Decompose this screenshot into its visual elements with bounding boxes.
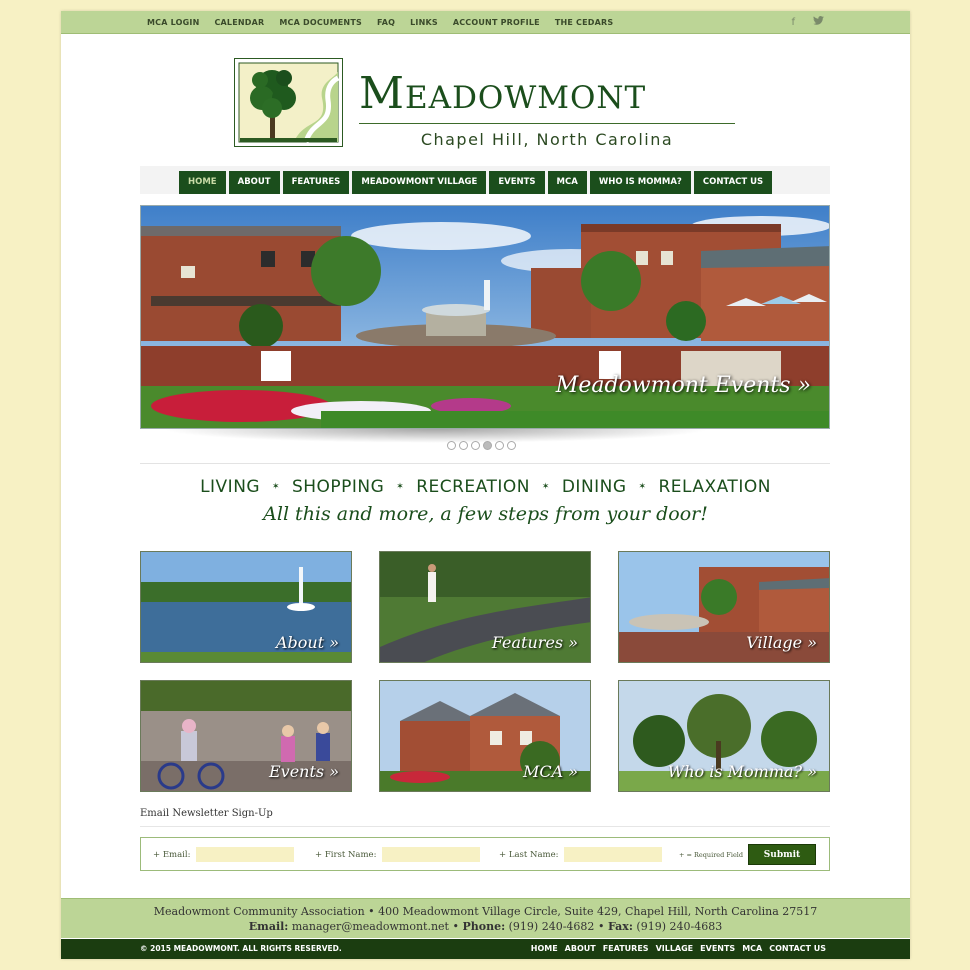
site-subtitle: Chapel Hill, North Carolina (420, 130, 674, 149)
tile-village[interactable] (618, 551, 830, 663)
facebook-icon[interactable]: f (791, 17, 795, 28)
utility-link-faq[interactable]: FAQ (376, 18, 396, 27)
email-input[interactable] (196, 847, 294, 862)
tagline-word: SHOPPING (291, 477, 385, 497)
hero-shadow (161, 429, 711, 443)
newsletter-form (140, 837, 830, 871)
nav-item-meadowmont-village[interactable]: MEADOWMONT VILLAGE (352, 171, 486, 194)
footer-link-about[interactable]: ABOUT (564, 944, 596, 953)
slider-dots (447, 441, 516, 450)
tile-caption: Village » (746, 633, 817, 652)
footer-address: Meadowmont Community Association • 400 Meadowmont Village Circle, Suite 429, Chapel Hill, North Carolina 27517 (153, 905, 818, 918)
last-name-input[interactable] (564, 847, 662, 862)
tagline-word: RELAXATION (658, 477, 771, 497)
footer-nav (524, 944, 826, 953)
nav-item-contact-us[interactable]: CONTACT US (694, 171, 772, 194)
footer-separator: • (452, 920, 463, 933)
tile-mca[interactable] (379, 680, 591, 792)
nav-item-features[interactable]: FEATURES (283, 171, 350, 194)
nav-item-mca[interactable]: MCA (548, 171, 587, 194)
tagline-separator: ✶ (396, 482, 405, 492)
first-name-field-group (315, 847, 480, 862)
footer-phone: (919) 240-4682 (508, 920, 595, 933)
nav-item-home[interactable]: HOME (179, 171, 226, 194)
first-name-label: + First Name: (315, 849, 377, 860)
footer-email-link[interactable]: manager@meadowmont.net (291, 920, 449, 933)
last-name-label: + Last Name: (499, 849, 559, 860)
tile-about[interactable] (140, 551, 352, 663)
tagline-separator: ✶ (541, 482, 550, 492)
footer-separator: • (597, 920, 608, 933)
utility-link-calendar[interactable]: CALENDAR (214, 18, 265, 27)
footer-link-village[interactable]: VILLAGE (655, 944, 694, 953)
email-field-group (153, 847, 294, 862)
twitter-icon[interactable] (813, 16, 824, 29)
nav-item-about[interactable]: ABOUT (229, 171, 280, 194)
tile-caption: Who is Momma? » (667, 762, 817, 781)
tagline-separator: ✶ (638, 482, 647, 492)
hero-caption[interactable]: Meadowmont Events » (555, 373, 811, 398)
footer-link-contact-us[interactable]: CONTACT US (769, 944, 826, 953)
tile-features[interactable] (379, 551, 591, 663)
utility-link-mca-documents[interactable]: MCA DOCUMENTS (279, 18, 362, 27)
footer-phone-label: Phone: (462, 920, 506, 933)
submit-button[interactable]: Submit (748, 844, 816, 865)
footer-link-mca[interactable]: MCA (742, 944, 763, 953)
tile-events[interactable] (140, 680, 352, 792)
required-note: + = Required Field (679, 851, 744, 859)
first-name-input[interactable] (382, 847, 480, 862)
footer-fax: (919) 240-4683 (636, 920, 723, 933)
tagline-separator: ✶ (272, 482, 281, 492)
footer-contact (61, 920, 910, 933)
tile-caption: Features » (491, 633, 578, 652)
slider-dot[interactable] (447, 441, 456, 450)
page-container (61, 11, 910, 959)
site-title[interactable]: Meadowmont (359, 68, 647, 119)
hero-slider-image[interactable] (140, 205, 830, 429)
main-nav (140, 166, 830, 194)
footer-info (61, 898, 910, 938)
tile-caption: About » (275, 633, 339, 652)
section-divider (140, 463, 830, 464)
utility-link-the-cedars[interactable]: THE CEDARS (554, 18, 614, 27)
slider-dot-active[interactable] (483, 441, 492, 450)
tile-who-is-momma[interactable] (618, 680, 830, 792)
footer-email-label: Email: (248, 920, 289, 933)
nav-item-events[interactable]: EVENTS (489, 171, 544, 194)
utility-link-mca-login[interactable]: MCA LOGIN (147, 18, 200, 27)
footer-link-events[interactable]: EVENTS (700, 944, 736, 953)
slider-dot[interactable] (507, 441, 516, 450)
tile-caption: MCA » (522, 762, 578, 781)
logo-emblem[interactable] (234, 58, 343, 147)
email-label: + Email: (153, 849, 191, 860)
newsletter-divider (140, 826, 830, 827)
tagline-word: RECREATION (416, 477, 530, 497)
top-utility-bar (61, 11, 910, 34)
footer-bottom-bar (61, 939, 910, 959)
newsletter-title: Email Newsletter Sign-Up (140, 808, 273, 819)
slider-dot[interactable] (495, 441, 504, 450)
footer-link-home[interactable]: HOME (530, 944, 558, 953)
tagline (61, 477, 910, 497)
utility-link-links[interactable]: LINKS (410, 18, 438, 27)
slider-dot[interactable] (459, 441, 468, 450)
footer-link-features[interactable]: FEATURES (602, 944, 649, 953)
last-name-field-group (499, 847, 662, 862)
utility-link-account-profile[interactable]: ACCOUNT PROFILE (452, 18, 540, 27)
tagline-script: All this and more, a few steps from your door! (263, 503, 708, 525)
tagline-word: LIVING (200, 477, 261, 497)
footer-fax-label: Fax: (607, 920, 633, 933)
copyright: © 2015 MEADOWMONT. ALL RIGHTS RESERVED. (140, 944, 342, 953)
brand-divider (359, 123, 735, 124)
tagline-word: DINING (561, 477, 627, 497)
social-links (791, 16, 824, 29)
brand-block (359, 69, 739, 149)
tile-caption: Events » (268, 762, 339, 781)
utility-nav (147, 11, 628, 34)
nav-item-who-is-momma[interactable]: WHO IS MOMMA? (590, 171, 691, 194)
slider-dot[interactable] (471, 441, 480, 450)
